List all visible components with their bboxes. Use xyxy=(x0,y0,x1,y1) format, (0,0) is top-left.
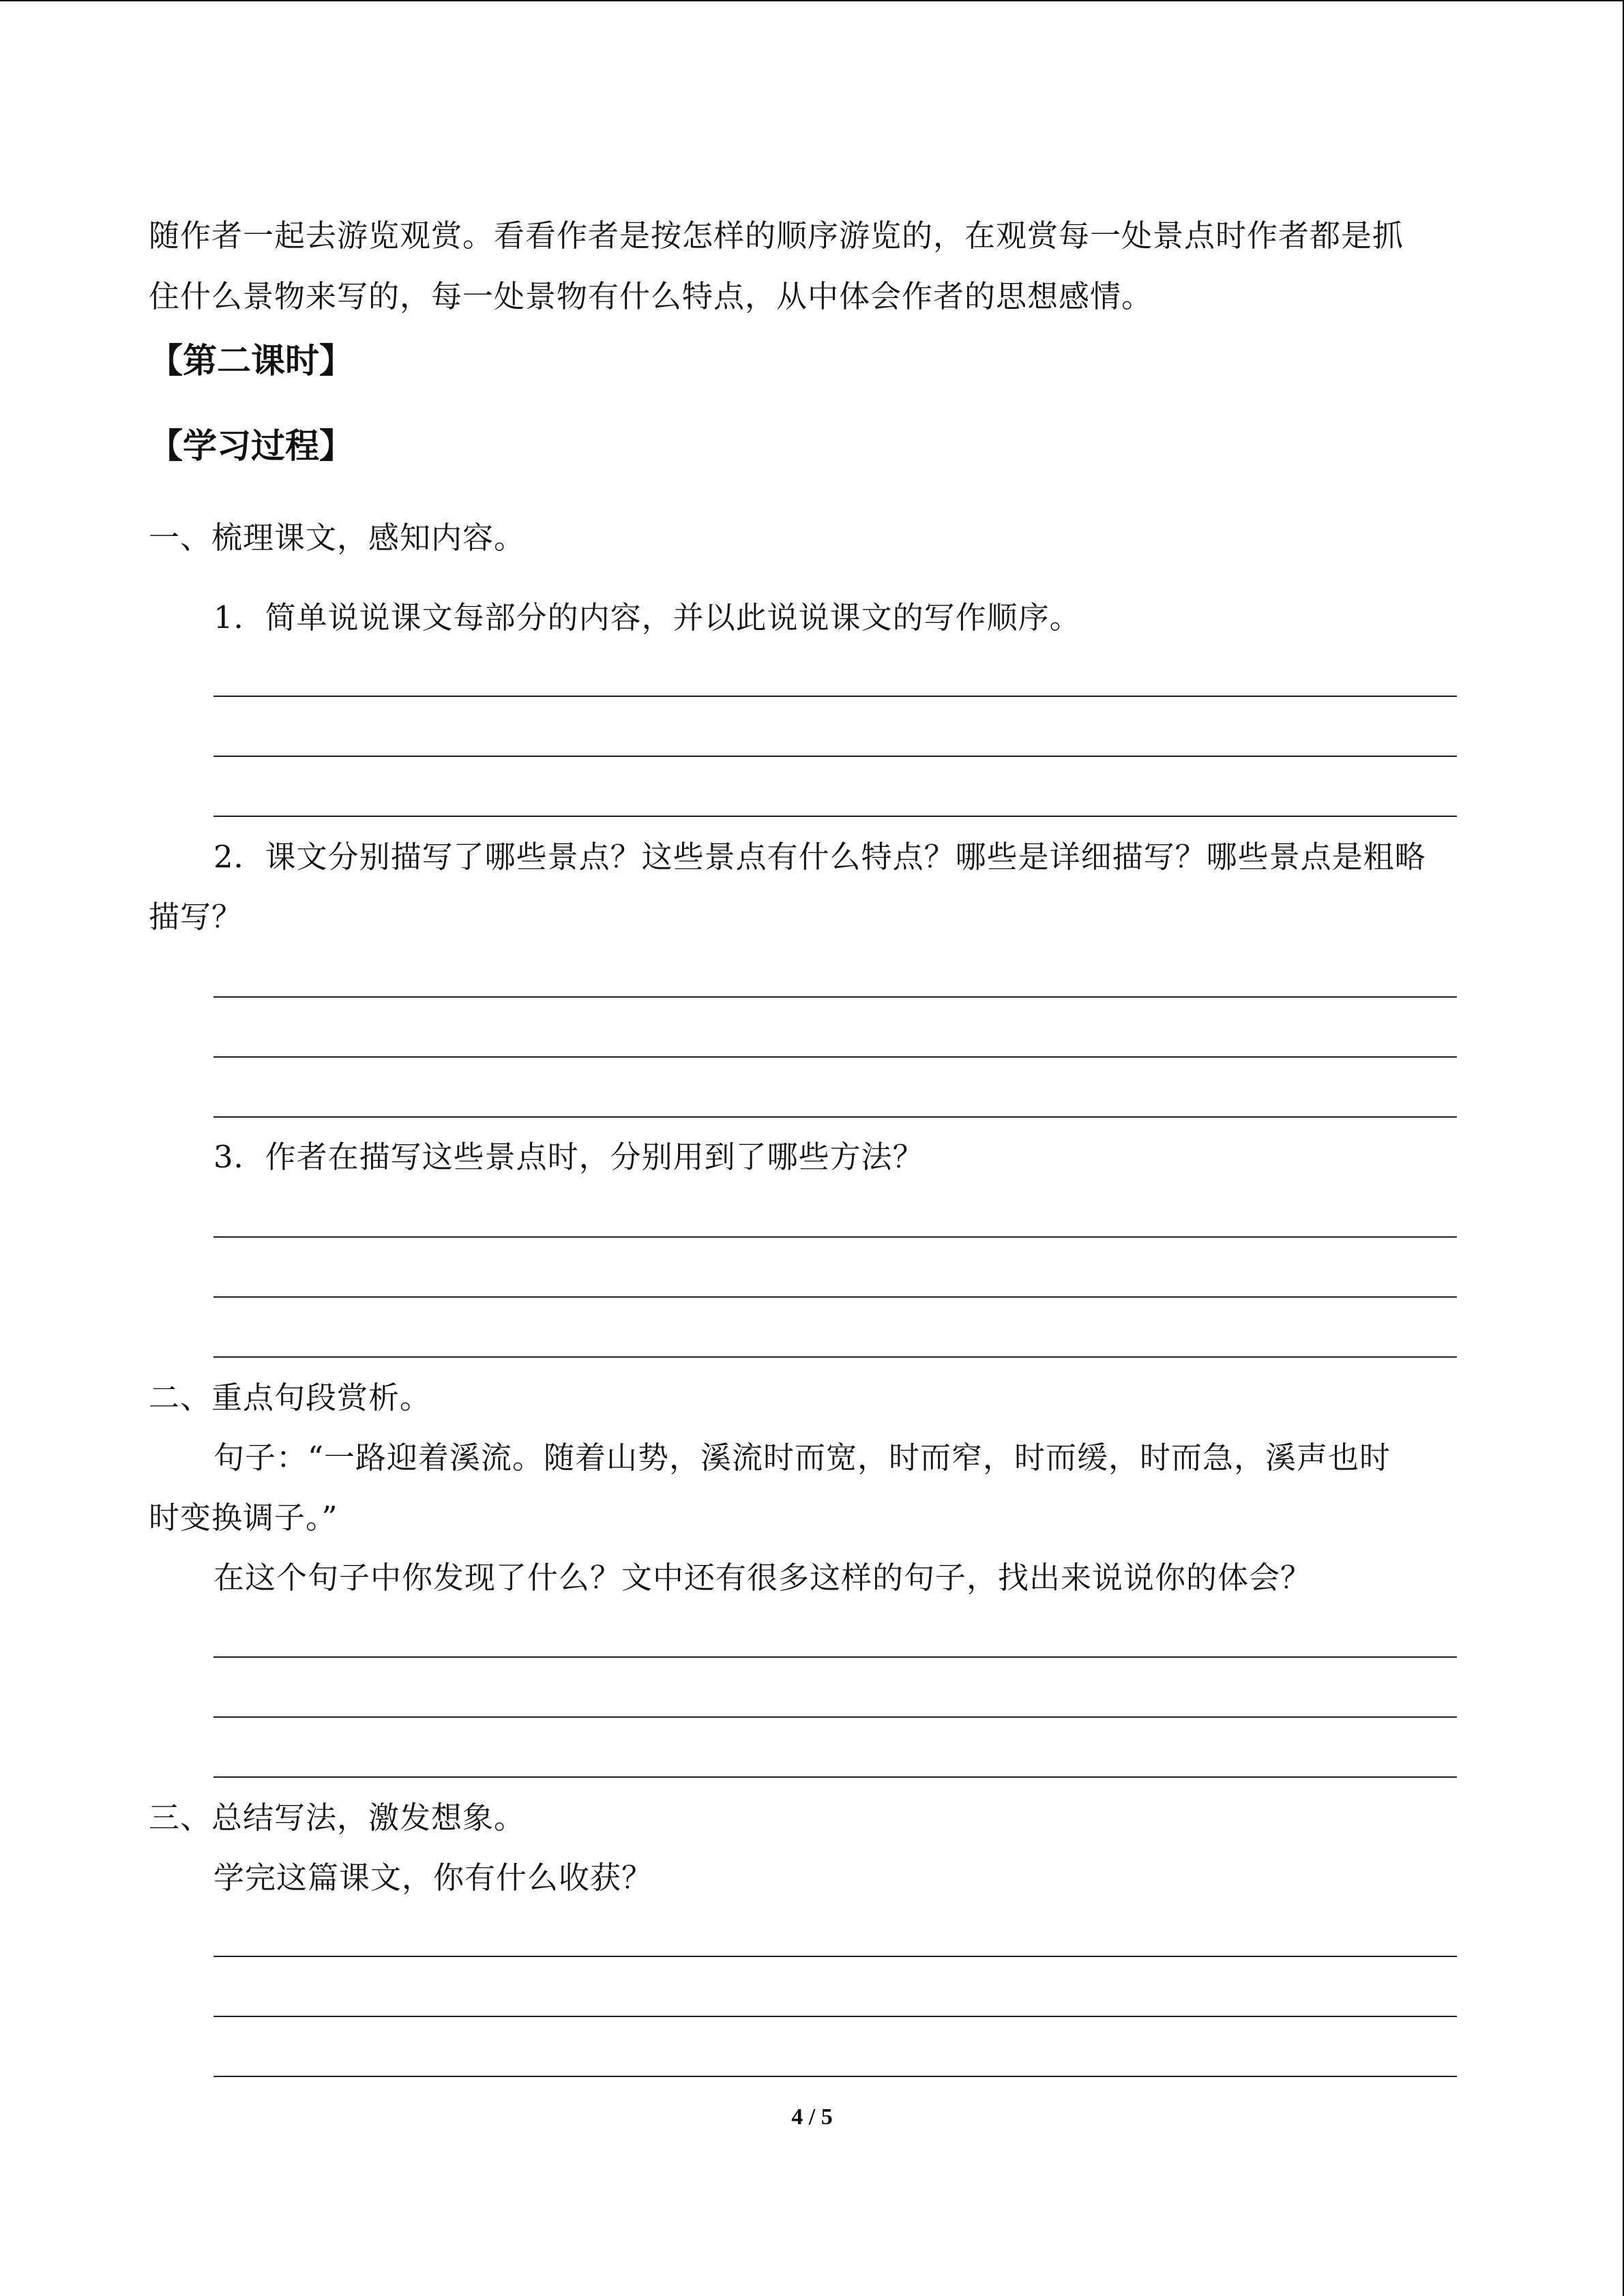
question-3: 3．作者在描写这些景点时，分别用到了哪些方法？ xyxy=(213,1139,924,1175)
intro-line-1: 随作者一起去游览观赏。看看作者是按怎样的顺序游览的，在观赏每一处景点时作者都是抓 xyxy=(149,218,1404,254)
answer-line xyxy=(213,1236,1457,1238)
process-heading: 【学习过程】 xyxy=(149,426,353,466)
page-number: 4 / 5 xyxy=(791,2104,833,2130)
lesson-heading: 【第二课时】 xyxy=(149,341,353,381)
section1-title: 一、梳理课文，感知内容。 xyxy=(149,520,526,556)
answer-line xyxy=(213,1116,1457,1118)
quote-line-1: 句子：“一路迎着溪流。随着山势，溪流时而宽，时而窄，时而缓，时而急，溪声也时 xyxy=(213,1440,1391,1476)
answer-line xyxy=(213,1296,1457,1298)
question-2-line-1: 2．课文分别描写了哪些景点？这些景点有什么特点？哪些是详细描写？哪些景点是粗略 xyxy=(213,839,1426,875)
answer-line xyxy=(213,1956,1457,1957)
section2-question: 在这个句子中你发现了什么？文中还有很多这样的句子，找出来说说你的体会？ xyxy=(213,1560,1312,1596)
section2-title: 二、重点句段赏析。 xyxy=(149,1380,432,1416)
answer-line xyxy=(213,2076,1457,2077)
answer-line xyxy=(213,996,1457,998)
section3-question: 学完这篇课文，你有什么收获？ xyxy=(213,1860,653,1896)
intro-line-2: 住什么景物来写的，每一处景物有什么特点，从中体会作者的思想感情。 xyxy=(149,278,1153,314)
section3-title: 三、总结写法，激发想象。 xyxy=(149,1800,526,1836)
answer-line xyxy=(213,1656,1457,1658)
answer-line xyxy=(213,816,1457,817)
answer-line xyxy=(213,1056,1457,1058)
answer-line xyxy=(213,696,1457,697)
answer-line xyxy=(213,1716,1457,1718)
answer-line xyxy=(213,2016,1457,2017)
question-1: 1．简单说说课文每部分的内容，并以此说说课文的写作顺序。 xyxy=(213,599,1081,636)
quote-line-2: 时变换调子。” xyxy=(149,1500,338,1536)
answer-line xyxy=(213,1776,1457,1778)
answer-line xyxy=(213,1356,1457,1358)
answer-line xyxy=(213,756,1457,757)
question-2-line-2: 描写？ xyxy=(149,899,243,935)
